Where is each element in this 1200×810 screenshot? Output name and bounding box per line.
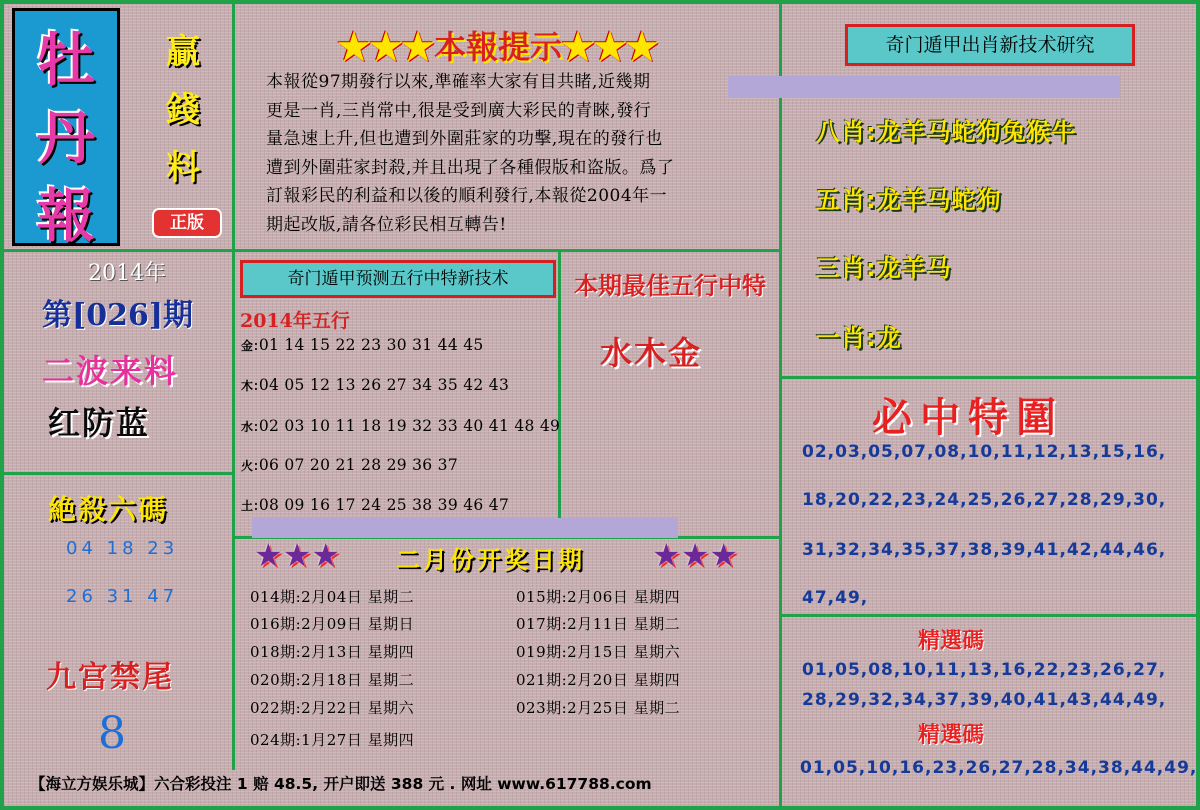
draw-entry: 024期:1月27日 星期四 bbox=[250, 731, 415, 749]
zodiac-5: 五肖:龙羊马蛇狗 bbox=[816, 186, 1002, 214]
wuxing-row-fire: 火:06 07 20 21 28 29 36 37 bbox=[241, 456, 459, 474]
issue-number: 第[026]期 bbox=[42, 298, 194, 333]
wuxing-row-wood: 木:04 05 12 13 26 27 34 35 42 43 bbox=[241, 376, 510, 394]
slogan-char-3: 料 bbox=[166, 148, 200, 188]
color-tip: 红防蓝 bbox=[48, 404, 151, 442]
wuxing-title: 奇门遁甲预测五行中特新技术 bbox=[287, 269, 509, 289]
notice-line: 本報從97期發行以來,準確率大家有目共睹,近幾期 bbox=[266, 72, 651, 92]
kill-six-title: 絶殺六碼 bbox=[48, 493, 169, 526]
divider bbox=[780, 614, 1200, 617]
zodiac-title: 奇门遁甲出肖新技术研究 bbox=[885, 34, 1095, 56]
genuine-badge: 正版 bbox=[152, 208, 222, 238]
divider bbox=[0, 0, 1200, 4]
wuxing-subtitle: 2014年五行 bbox=[240, 310, 350, 332]
zodiac-1: 一肖:龙 bbox=[816, 324, 902, 352]
selected-line: 28,29,32,34,37,39,40,41,43,44,49, bbox=[802, 690, 1167, 710]
selected-line: 01,05,08,10,11,13,16,22,23,26,27, bbox=[802, 660, 1167, 680]
divider bbox=[558, 250, 561, 518]
special-title: 必中特圍 bbox=[872, 394, 1064, 441]
wuxing-row-water: 水:02 03 10 11 18 19 32 33 40 41 48 49 bbox=[241, 417, 561, 435]
notice-title-text: 本報提示 bbox=[434, 28, 563, 66]
special-line: 18,20,22,23,24,25,26,27,28,29,30, bbox=[802, 490, 1167, 510]
selected-title-1: 精選碼 bbox=[918, 628, 985, 654]
divider bbox=[780, 376, 1200, 379]
draw-entry: 018期:2月13日 星期四 bbox=[250, 643, 415, 661]
draw-entry: 020期:2月18日 星期二 bbox=[250, 671, 415, 689]
draw-entry: 022期:2月22日 星期六 bbox=[250, 699, 415, 717]
draw-entry: 014期:2月04日 星期二 bbox=[250, 588, 415, 606]
star-icon: ★★★ bbox=[652, 536, 739, 574]
divider bbox=[779, 0, 782, 806]
slogan-char-1: 贏 bbox=[166, 32, 200, 72]
selected-title-2: 精選碼 bbox=[918, 722, 985, 748]
highlight-bar bbox=[252, 518, 678, 538]
wuxing-row-earth: 土:08 09 16 17 24 25 38 39 46 47 bbox=[241, 496, 510, 514]
footer-ad: 【海立方娱乐城】六合彩投注 1 赔 48.5, 开户即送 388 元 . 网址 www.617788.com bbox=[30, 775, 652, 793]
divider bbox=[1196, 0, 1200, 810]
notice-title bbox=[338, 22, 658, 68]
notice-line: 遭到外圍莊家封殺,并且出現了各種假版和盗版。爲了 bbox=[266, 157, 675, 178]
special-line: 31,32,34,35,37,38,39,41,42,44,46, bbox=[802, 540, 1167, 560]
notice-line: 期起改版,請各位彩民相互轉告! bbox=[266, 214, 507, 235]
divider bbox=[0, 0, 4, 810]
selected-line: 01,05,10,16,23,26,27,28,34,38,44,49, bbox=[800, 758, 1198, 778]
draw-entry: 016期:2月09日 星期日 bbox=[250, 615, 415, 633]
draw-entry: 015期:2月06日 星期四 bbox=[516, 588, 681, 606]
nine-palace-title: 九宫禁尾 bbox=[46, 660, 174, 695]
issue-year: 2014年 bbox=[88, 261, 166, 286]
notice-line: 更是一肖,三肖常中,很是受到廣大彩民的青睞,發行 bbox=[266, 100, 652, 121]
special-line: 02,03,05,07,08,10,11,12,13,15,16, bbox=[802, 442, 1167, 462]
best-element-value: 水木金 bbox=[600, 334, 703, 372]
logo-char-3: 報 bbox=[36, 182, 95, 250]
kill-six-line: 26 31 47 bbox=[66, 586, 179, 607]
notice-body bbox=[266, 68, 778, 240]
logo-char-2: 丹 bbox=[36, 104, 95, 172]
draw-entry: 017期:2月11日 星期二 bbox=[516, 615, 681, 633]
wuxing-row-metal: 金:01 14 15 22 23 30 31 44 45 bbox=[241, 336, 484, 354]
wave-tip: 二波来料 bbox=[42, 352, 179, 390]
star-icon: ★★★ bbox=[254, 536, 341, 574]
notice-line: 量急速上升,但也遭到外圍莊家的功擊,現在的發行也 bbox=[266, 129, 663, 150]
draw-dates-title: 二月份开奖日期 bbox=[396, 546, 585, 574]
divider bbox=[0, 806, 1200, 810]
zodiac-8: 八肖:龙羊马蛇狗兔猴牛 bbox=[816, 118, 1077, 146]
zodiac-3: 三肖:龙羊马 bbox=[816, 254, 952, 282]
divider bbox=[232, 0, 235, 770]
draw-entry: 019期:2月15日 星期六 bbox=[516, 643, 681, 661]
masthead-logo bbox=[12, 8, 120, 250]
best-element-title: 本期最佳五行中特 bbox=[574, 271, 766, 300]
highlight-bar bbox=[728, 76, 1120, 98]
draw-entry: 023期:2月25日 星期二 bbox=[516, 699, 681, 717]
kill-six-line: 04 18 23 bbox=[66, 538, 179, 559]
slogan-char-2: 錢 bbox=[166, 90, 200, 130]
wuxing-title-box bbox=[240, 260, 556, 298]
zodiac-title-box bbox=[845, 24, 1135, 66]
divider bbox=[0, 472, 234, 475]
logo-char-1: 牡 bbox=[36, 26, 95, 94]
nine-palace-value: 8 bbox=[98, 708, 126, 759]
draw-entry: 021期:2月20日 星期四 bbox=[516, 671, 681, 689]
star-icon: ★★★ bbox=[338, 28, 435, 66]
divider bbox=[0, 249, 780, 252]
notice-line: 訂報彩民的利益和以後的順利發行,本報從2004年一 bbox=[266, 186, 668, 207]
star-icon: ★★★ bbox=[562, 28, 659, 66]
special-line: 47,49, bbox=[802, 588, 869, 608]
